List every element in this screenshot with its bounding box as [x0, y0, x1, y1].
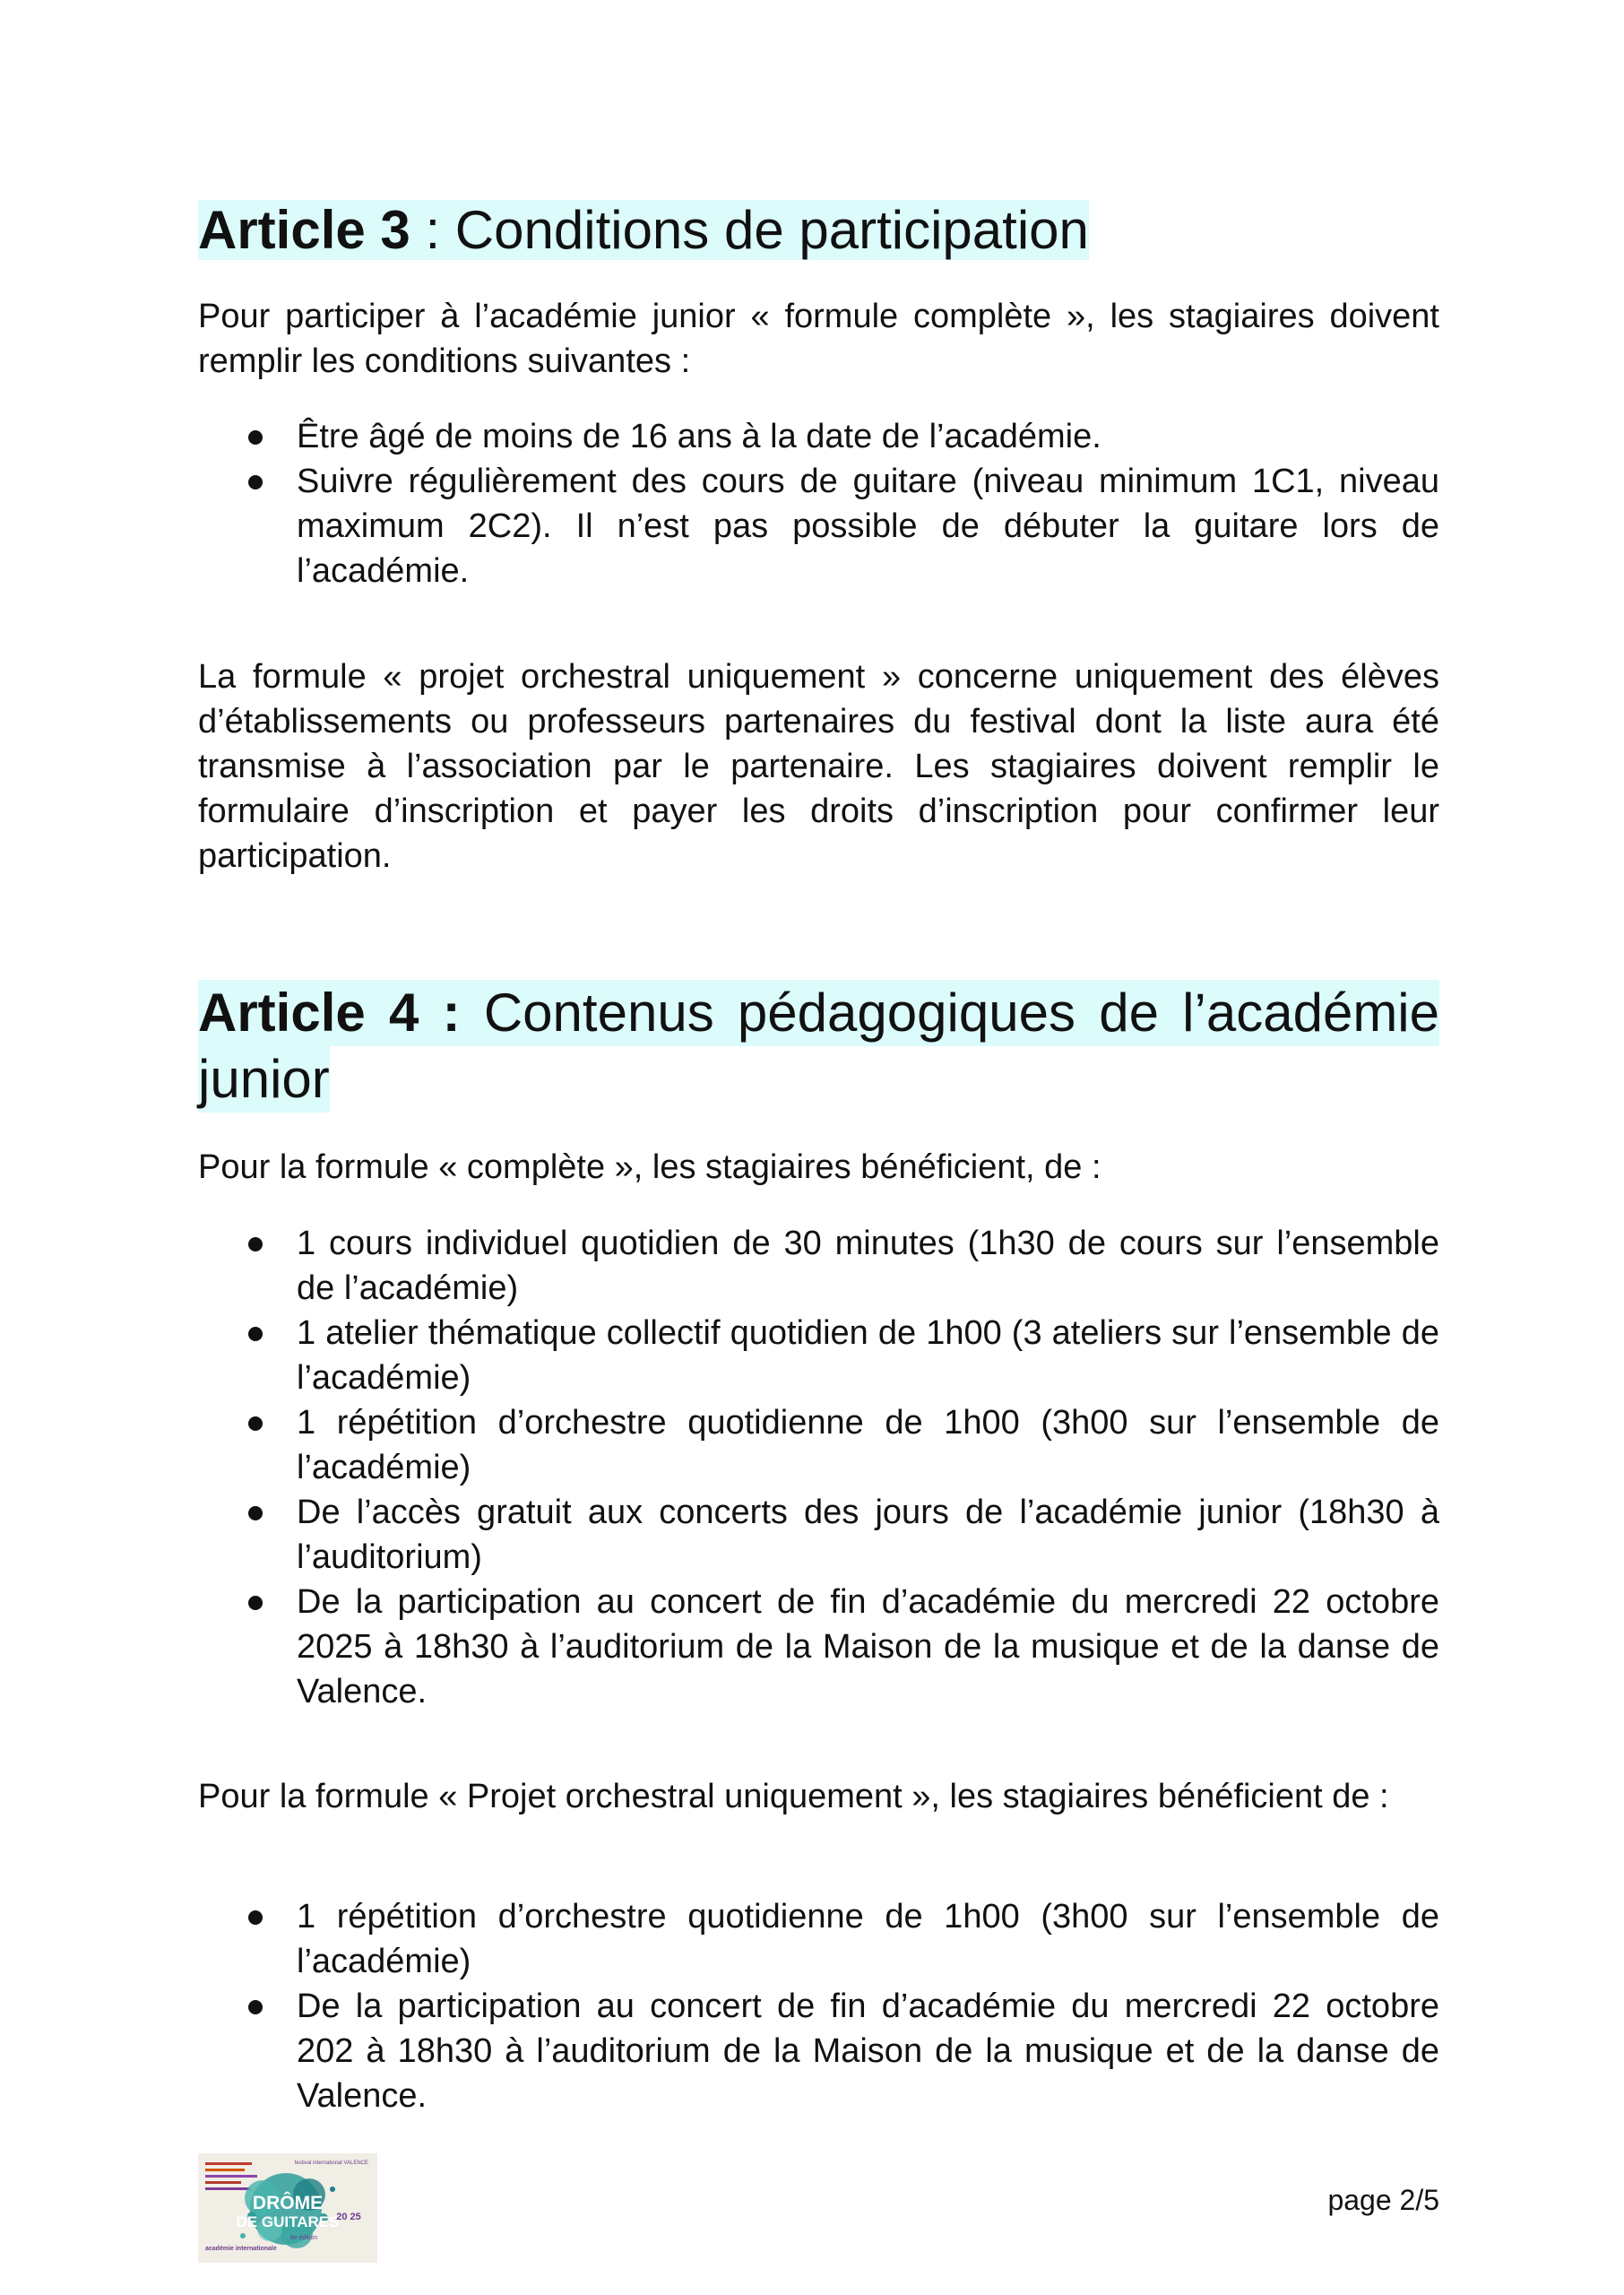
- bullet-icon: [248, 1506, 263, 1520]
- article-3-orchestral-paragraph: La formule « projet orchestral uniquement » concerne uniquement des élèves d’établissements ou professeurs partenaires du festival dont la liste aura été transmise à l’association par le partenaire. Les stagiaires doivent remplir le formulaire d’inscription et payer les droits d’inscription pour confirmer leur participation.: [198, 658, 1439, 875]
- drome-de-guitares-logo-icon: [198, 2153, 377, 2263]
- article-3-label: Article 3: [198, 200, 410, 260]
- bullet-icon: [248, 475, 263, 489]
- list-item: 1 cours individuel quotidien de 30 minutes (1h30 de cours sur l’ensemble de l’académie): [198, 1221, 1439, 1311]
- bullet-icon: [248, 430, 263, 445]
- bullet-icon: [248, 1327, 263, 1341]
- list-item: 1 répétition d’orchestre quotidienne de 1h00 (3h00 sur l’ensemble de l’académie): [198, 1894, 1439, 1984]
- article-3-title: Conditions de participation: [454, 200, 1089, 260]
- festival-logo: [198, 2153, 377, 2263]
- article-4-orchestral-intro: Pour la formule « Projet orchestral uniquement », les stagiaires bénéficient de :: [198, 1778, 1389, 1815]
- article-4-title-line2: junior: [198, 1046, 330, 1113]
- list-item: Suivre régulièrement des cours de guitare (niveau minimum 1C1, niveau maximum 2C2). Il n’est pas possible de débuter la guitare lors de l’académie.: [198, 459, 1439, 593]
- bullet-icon: [248, 1910, 263, 1925]
- article-4-title-line1: Contenus pédagogiques de l’académie: [483, 983, 1440, 1043]
- list-item: 1 répétition d’orchestre quotidienne de 1h00 (3h00 sur l’ensemble de l’académie): [198, 1400, 1439, 1490]
- list-item: De la participation au concert de fin d’académie du mercredi 22 octobre 2025 à 18h30 à l’auditorium de la Maison de la musique et de la danse de Valence.: [198, 1580, 1439, 1714]
- article-3-intro: Pour participer à l’académie junior « formule complète », les stagiaires doivent remplir les conditions suivantes :: [198, 298, 1439, 380]
- svg-text:DRÔME: DRÔME: [252, 2193, 324, 2213]
- article-4-heading: [198, 980, 1439, 1113]
- article-3-separator: :: [410, 200, 455, 260]
- list-item: De la participation au concert de fin d’académie du mercredi 22 octobre 202 à 18h30 à l’auditorium de la Maison de la musique et de la danse de Valence.: [198, 1984, 1439, 2118]
- svg-text:20 25: 20 25: [336, 2212, 361, 2222]
- bullet-icon: [248, 1416, 263, 1431]
- bullet-icon: [248, 2000, 263, 2014]
- article-3-heading: [198, 197, 1439, 264]
- svg-text:festival international VALENCE: festival international VALENCE: [294, 2161, 368, 2166]
- svg-text:académie internationale: académie internationale: [205, 2246, 277, 2252]
- list-item: 1 atelier thématique collectif quotidien de 1h00 (3 ateliers sur l’ensemble de l’académie): [198, 1311, 1439, 1400]
- svg-text:DE GUITARES: DE GUITARES: [236, 2213, 340, 2230]
- bullet-icon: [248, 1237, 263, 1251]
- article-4-complete-intro: Pour la formule « complète », les stagiaires bénéficient, de :: [198, 1148, 1101, 1186]
- list-item: De l’accès gratuit aux concerts des jours de l’académie junior (18h30 à l’auditorium): [198, 1490, 1439, 1580]
- article-4-complete-list: [198, 1221, 1439, 1714]
- article-4-label: Article 4 :: [198, 983, 461, 1043]
- article-3-conditions-list: [198, 414, 1439, 593]
- list-item: Être âgé de moins de 16 ans à la date de l’académie.: [198, 414, 1439, 459]
- article-4-orchestral-list: [198, 1894, 1439, 2118]
- svg-text:8e édition: 8e édition: [289, 2235, 318, 2241]
- bullet-icon: [248, 1596, 263, 1610]
- page-number: page 2/5: [1327, 2184, 1439, 2216]
